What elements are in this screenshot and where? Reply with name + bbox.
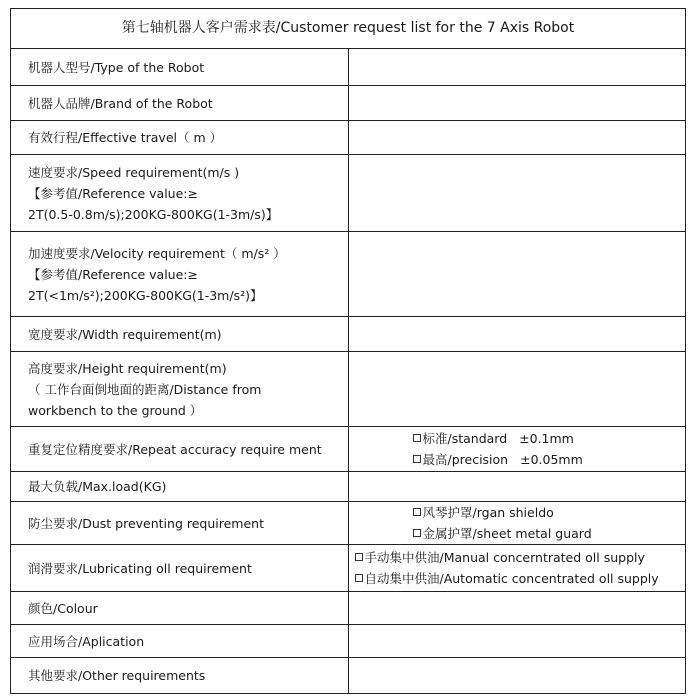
dust-option-metal-guard-label: 金属护罩/sheet metal guard — [422, 526, 592, 541]
label-max-load: 最大负载/Max.load(KG) — [11, 472, 349, 502]
row-width — [11, 317, 686, 352]
lube-option-manual[interactable] — [349, 547, 686, 568]
lube-option-automatic[interactable] — [349, 568, 686, 589]
label-height: 高度要求/Height requirement(m) — [28, 360, 227, 376]
row-max-load — [11, 472, 686, 502]
accuracy-option-precision[interactable] — [349, 449, 686, 470]
accuracy-option-standard[interactable] — [349, 428, 686, 449]
checkbox-icon[interactable] — [413, 455, 421, 463]
label-robot-type: 机器人型号/Type of the Robot — [11, 49, 349, 86]
row-robot-brand — [11, 86, 686, 121]
speed-reference-line2: 2T(0.5-0.8m/s);200KG-800KG(1-3m/s)】 — [28, 206, 279, 222]
row-other — [11, 658, 686, 694]
label-acceleration: 加速度要求/Velocity requirement（ m/s² ） — [28, 245, 286, 261]
checkbox-icon[interactable] — [413, 529, 421, 537]
label-repeat-accuracy: 重复定位精度要求/Repeat accuracy require ment — [11, 427, 349, 472]
row-effective-travel — [11, 121, 686, 155]
lube-option-manual-label: 手动集中供油/Manual concerntrated oll supply — [364, 550, 645, 565]
accuracy-precision-value: ±0.05mm — [520, 452, 583, 467]
value-effective-travel[interactable] — [348, 121, 686, 155]
row-dust — [11, 502, 686, 545]
label-effective-travel: 有效行程/Effective travel（ m ） — [11, 121, 349, 155]
label-other: 其他要求/Other requirements — [11, 658, 349, 694]
checkbox-icon[interactable] — [355, 553, 363, 561]
height-note-line1: （ 工作台面倒地面的距离/Distance from — [28, 381, 262, 397]
value-repeat-accuracy — [348, 427, 686, 472]
accuracy-standard-value: ±0.1mm — [519, 431, 574, 446]
value-height[interactable] — [348, 352, 686, 427]
dust-option-organ-shield[interactable] — [349, 502, 686, 523]
checkbox-icon[interactable] — [413, 434, 421, 442]
row-lubrication — [11, 545, 686, 592]
label-speed: 速度要求/Speed requirement(m/s ) — [28, 164, 240, 180]
value-speed[interactable] — [348, 155, 686, 232]
label-application: 应用场合/Aplication — [11, 625, 349, 658]
speed-reference-line1: 【参考值/Reference value:≥ — [28, 185, 198, 201]
acceleration-reference-line1: 【参考值/Reference value:≥ — [28, 266, 198, 282]
row-acceleration — [11, 232, 686, 317]
row-repeat-accuracy — [11, 427, 686, 472]
height-note-line2: workbench to the ground ） — [28, 402, 203, 418]
checkbox-icon[interactable] — [355, 574, 363, 582]
value-acceleration[interactable] — [348, 232, 686, 317]
label-lubrication: 润滑要求/Lubricating oll requirement — [11, 545, 349, 592]
value-colour[interactable] — [348, 592, 686, 625]
customer-request-form — [10, 8, 686, 694]
row-height — [11, 352, 686, 427]
dust-option-organ-shield-label: 风琴护罩/rgan shieldo — [422, 505, 554, 520]
row-robot-type — [11, 49, 686, 86]
value-dust — [348, 502, 686, 545]
label-robot-brand: 机器人品牌/Brand of the Robot — [11, 86, 349, 121]
accuracy-precision-name: 最高/precision — [422, 452, 509, 467]
checkbox-icon[interactable] — [413, 508, 421, 516]
lube-option-automatic-label: 自动集中供油/Automatic concentrated oll supply — [364, 571, 659, 586]
row-speed — [11, 155, 686, 232]
form-title: 第七轴机器人客户需求表/Customer request list for the 7 Axis Robot — [11, 9, 686, 49]
value-lubrication — [348, 545, 686, 592]
value-application[interactable] — [348, 625, 686, 658]
row-colour — [11, 592, 686, 625]
accuracy-standard-name: 标准/standard — [422, 431, 508, 446]
label-speed-cell — [11, 155, 349, 232]
row-application — [11, 625, 686, 658]
value-robot-brand[interactable] — [348, 86, 686, 121]
label-colour: 颜色/Colour — [11, 592, 349, 625]
request-table — [10, 8, 686, 694]
label-acceleration-cell — [11, 232, 349, 317]
value-robot-type[interactable] — [348, 49, 686, 86]
value-max-load[interactable] — [348, 472, 686, 502]
label-height-cell — [11, 352, 349, 427]
title-row — [11, 9, 686, 49]
value-width[interactable] — [348, 317, 686, 352]
acceleration-reference-line2: 2T(<1m/s²);200KG-800KG(1-3m/s²)】 — [28, 287, 263, 303]
label-dust: 防尘要求/Dust preventing requirement — [11, 502, 349, 545]
dust-option-metal-guard[interactable] — [349, 523, 686, 544]
label-width: 宽度要求/Width requirement(m) — [11, 317, 349, 352]
value-other[interactable] — [348, 658, 686, 694]
